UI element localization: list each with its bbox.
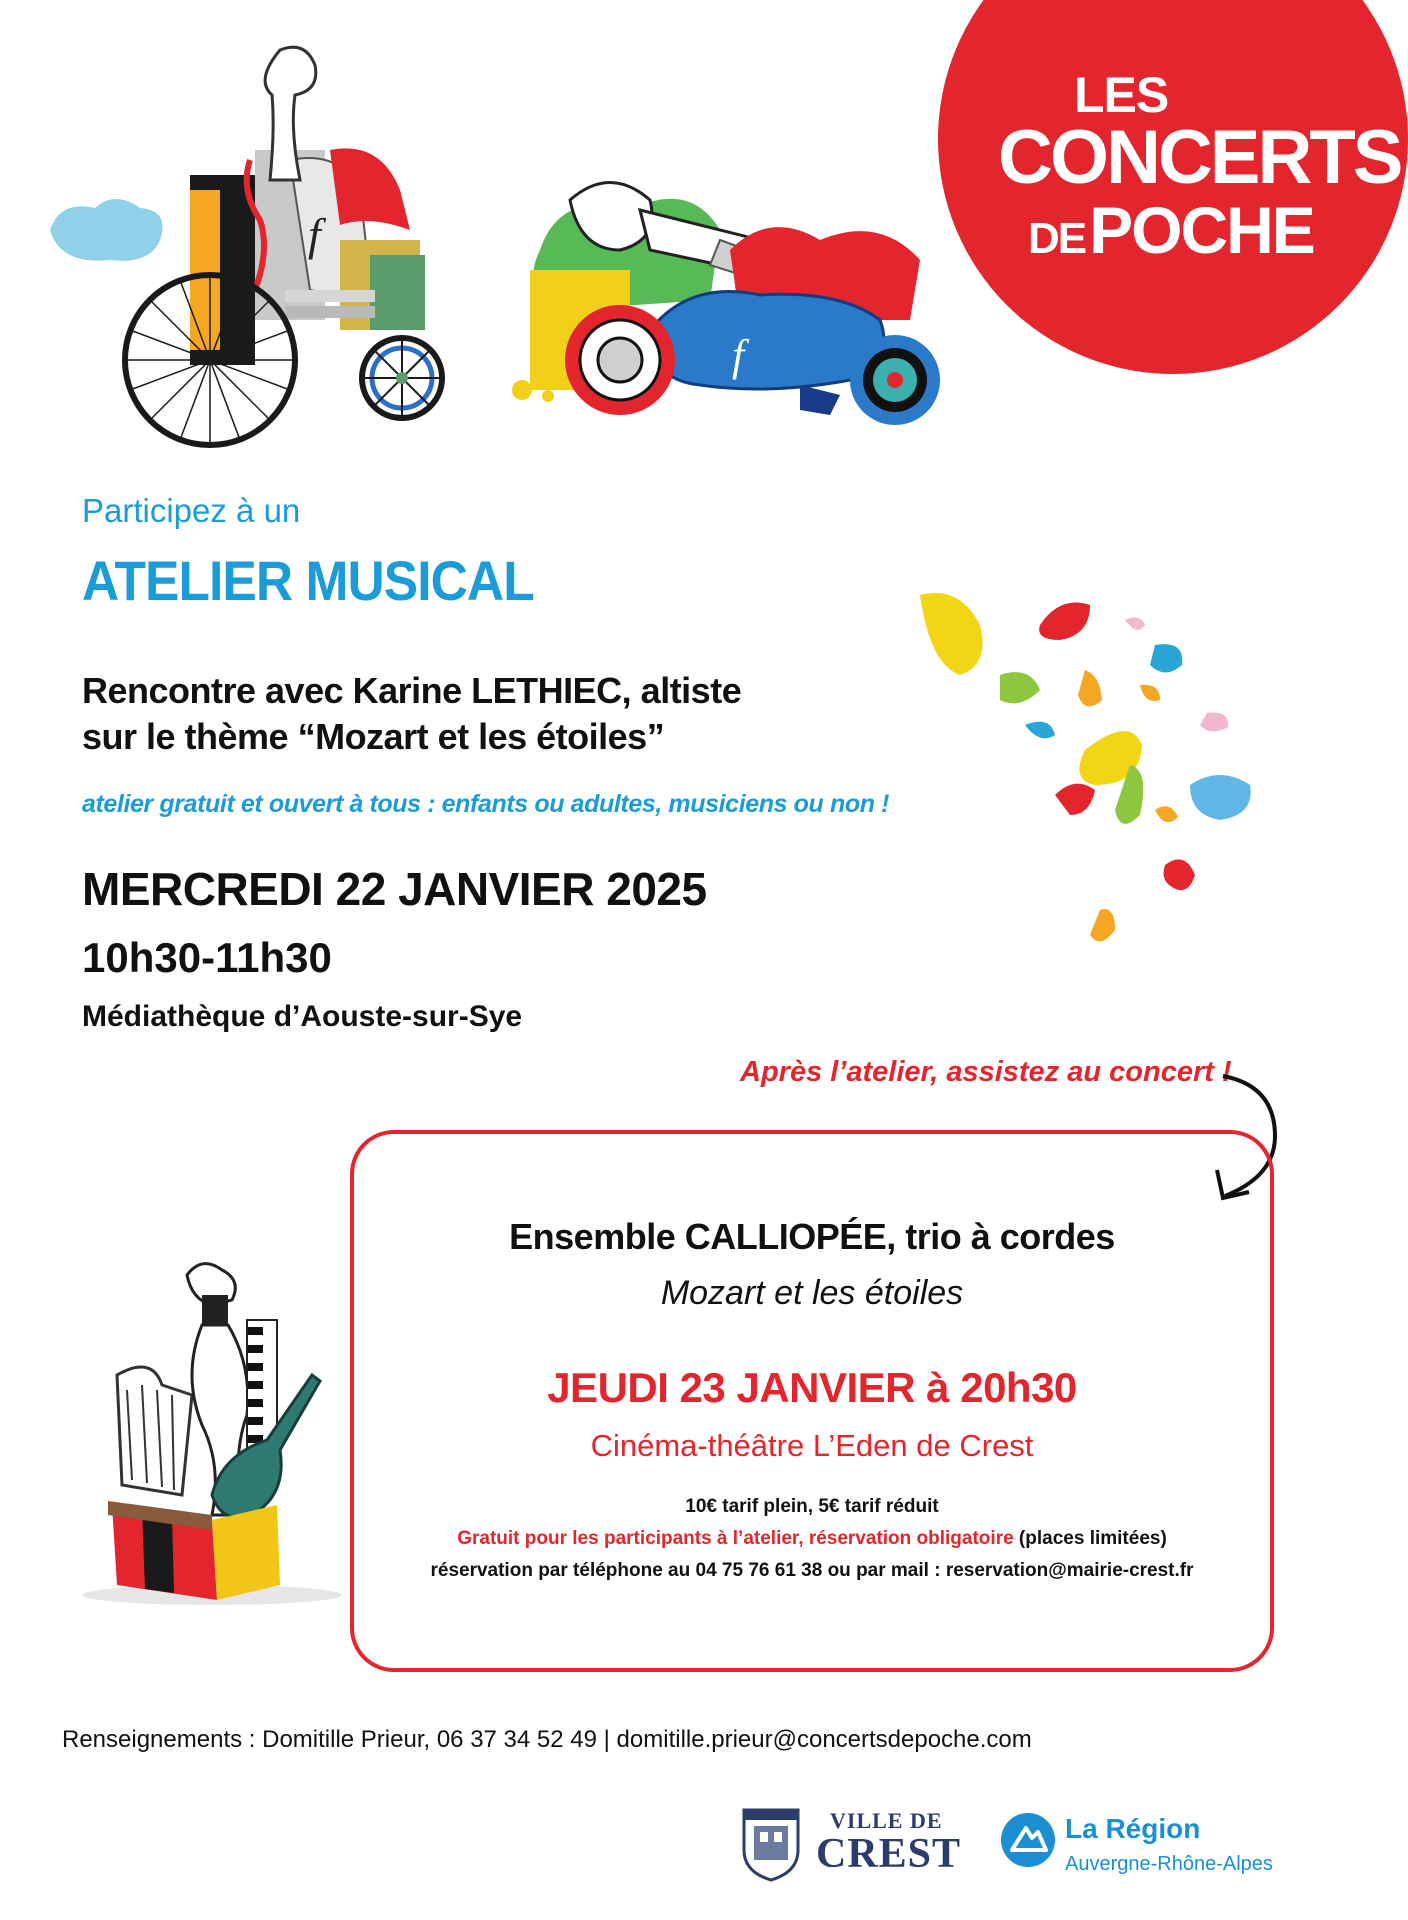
svg-text:f: f	[308, 209, 321, 260]
crest-shield-icon	[740, 1806, 802, 1882]
logo-les: LES	[1074, 67, 1169, 123]
logo-concerts: CONCERTS	[998, 115, 1401, 200]
region-logo-title: La Région	[1065, 1813, 1201, 1844]
concert-venue: Cinéma-théâtre L’Eden de Crest	[590, 1428, 1034, 1463]
tricycle-illustration	[40, 40, 460, 460]
free-note-red: Gratuit pour les participants à l’atelier, réservation obligatoire	[457, 1528, 1014, 1549]
concert-ensemble: Ensemble CALLIOPÉE, trio à cordes	[509, 1216, 1115, 1257]
svg-text:f: f	[732, 331, 745, 380]
region-logo-subtitle: Auvergne-Rhône-Alpes	[1065, 1853, 1273, 1875]
contact-info: Renseignements : Domitille Prieur, 06 37 34 52 49 | domitille.prieur@concertsdepoche.com	[62, 1726, 1032, 1753]
gift-box-illustration	[62, 1255, 342, 1615]
car-illustration	[500, 170, 960, 440]
crest-logo-line1: VILLE DE	[830, 1808, 943, 1833]
logo-de: DE	[1028, 214, 1086, 263]
crest-logo-line2: CREST	[816, 1831, 962, 1877]
region-logo-icon	[1000, 1812, 1056, 1868]
concert-program: Mozart et les étoiles	[660, 1274, 964, 1312]
workshop-time: 10h30-11h30	[82, 934, 332, 981]
workshop-free-note: atelier gratuit et ouvert à tous : enfants ou adultes, musiciens ou non !	[82, 790, 890, 818]
concert-date: JEUDI 23 JANVIER à 20h30	[547, 1364, 1077, 1411]
concert-prices: 10€ tarif plein, 5€ tarif réduit	[685, 1496, 939, 1517]
logo-de-poche	[1028, 192, 1314, 268]
concert-reservation: réservation par téléphone au 04 75 76 61 38 ou par mail : reservation@mairie-crest.fr	[430, 1560, 1194, 1581]
workshop-place: Médiathèque d’Aouste-sur-Sye	[82, 1000, 523, 1033]
workshop-date: MERCREDI 22 JANVIER 2025	[82, 863, 707, 915]
after-workshop-note: Après l’atelier, assistez au concert !	[740, 1056, 1232, 1088]
free-note-limit: (places limitées)	[1013, 1528, 1167, 1549]
logo-poche: POCHE	[1089, 193, 1314, 267]
concert-free-for-participants	[350, 1528, 1274, 1550]
meet-line-1: Rencontre avec Karine LETHIEC, altiste	[82, 670, 742, 711]
confetti-decoration	[910, 585, 1270, 975]
workshop-invite: Participez à un	[82, 492, 301, 529]
meet-line-2: sur le thème “Mozart et les étoiles”	[82, 716, 665, 757]
workshop-title: ATELIER MUSICAL	[82, 549, 534, 612]
